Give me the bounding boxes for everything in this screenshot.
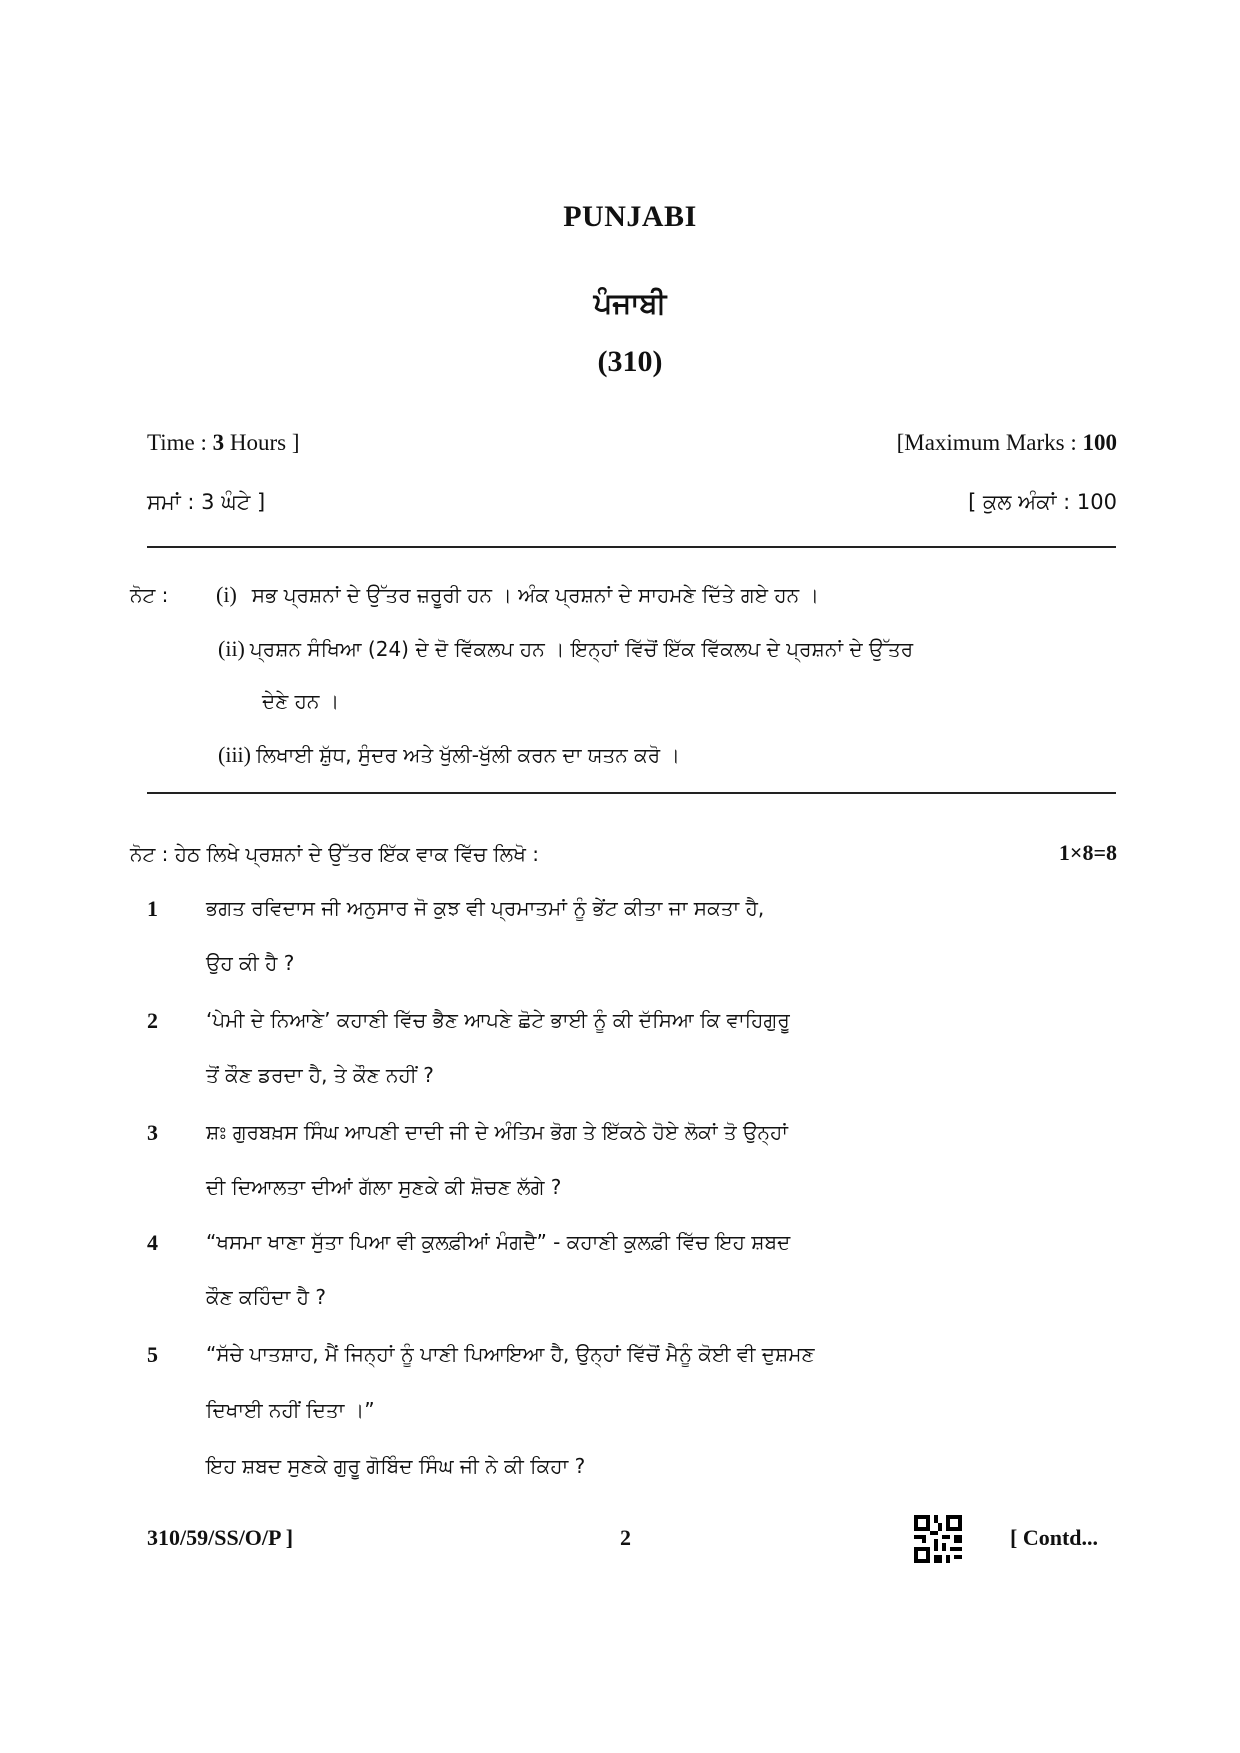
note-item-text: ਸਭ ਪ੍ਰਸ਼ਨਾਂ ਦੇ ਉੱਤਰ ਜ਼ਰੂਰੀ ਹਨ । ਅੰਕ ਪ੍ਰਸ਼ਨਾਂ ਦੇ ਸਾਹਮਣੇ ਦਿੱਤੇ ਗਏ ਹਨ । [251,583,819,607]
time-marks-english [147,430,1117,456]
time-punjabi: ਸਮਾਂ : 3 ਘੰਟੇ ] [147,490,266,514]
qr-code-icon [914,1515,962,1563]
note-item-3 [218,742,680,768]
footer-continued: [ Contd... [1010,1525,1099,1550]
marks-punjabi: [ ਕੁਲ ਅੰਕਾਂ : 100 [968,490,1117,514]
divider-bottom [147,792,1116,794]
question-number: 1 [147,896,158,921]
time-value: 3 [212,430,225,455]
question-number: 2 [147,1008,158,1033]
note-item-2-continued: ਦੇਣੇ ਹਨ । [262,689,340,713]
footer-paper-code: 310/59/SS/O/P ] [147,1525,294,1550]
question-text: ਦਿਖਾਈ ਨਹੀਂ ਦਿਤਾ ।” [206,1398,375,1422]
note-item-2 [218,636,1118,662]
question-text: ਤੋਂ ਕੌਣ ਡਰਦਾ ਹੈ, ਤੇ ਕੌਣ ਨਹੀਂ ? [206,1063,434,1087]
max-marks-label: [Maximum Marks : [896,430,1083,455]
question-text: ਕੌਣ ਕਹਿੰਦਾ ਹੈ ? [206,1285,326,1309]
note-item-number: (i) [216,582,237,607]
question-text: ਸ਼ਃ ਗੁਰਬਖ਼ਸ ਸਿੰਘ ਆਪਣੀ ਦਾਦੀ ਜੀ ਦੇ ਅੰਤਿਮ ਭੋਗ ਤੇ ਇੱਕਠੇ ਹੋਏ ਲੋਕਾਂ ਤੋ ਉਨ੍ਹਾਂ [206,1120,788,1144]
note-item-text: ਪ੍ਰਸ਼ਨ ਸੰਖਿਆ (24) ਦੇ ਦੋ ਵਿੱਕਲਪ ਹਨ । ਇਨ੍ਹਾਂ ਵਿੱਚੋਂ ਇੱਕ ਵਿੱਕਲਪ ਦੇ ਪ੍ਰਸ਼ਨਾਂ ਦੇ ਉੱਤਰ [249,637,914,661]
question-text: ਭਗਤ ਰਵਿਦਾਸ ਜੀ ਅਨੁਸਾਰ ਜੋ ਕੁਝ ਵੀ ਪ੍ਰਮਾਤਮਾਂ ਨੂੰ ਭੇਂਟ ਕੀਤਾ ਜਾ ਸਕਤਾ ਹੈ, [206,896,765,920]
section-instruction: ਨੋਟ : ਹੇਠ ਲਿਖੇ ਪ੍ਰਸ਼ਨਾਂ ਦੇ ਉੱਤਰ ਇੱਕ ਵਾਕ ਵਿੱਚ ਲਿਖੋ : [130,842,539,866]
question-text: ਇਹ ਸ਼ਬਦ ਸੁਣਕੇ ਗੁਰੂ ਗੋਬਿੰਦ ਸਿੰਘ ਜੀ ਨੇ ਕੀ ਕਿਹਾ ? [206,1454,586,1478]
question-text: “ਸੱਚੇ ਪਾਤਸ਼ਾਹ, ਮੈਂ ਜਿਨ੍ਹਾਂ ਨੂੰ ਪਾਣੀ ਪਿਆਇਆ ਹੈ, ਉਨ੍ਹਾਂ ਵਿੱਚੋਂ ਮੈਨੂੰ ਕੋਈ ਵੀ ਦੁਸ਼ਮਣ [206,1342,815,1366]
section-marks: 1×8=8 [1058,840,1117,865]
title-english: PUNJABI [563,200,697,233]
footer-page-number: 2 [620,1525,631,1550]
note-item-text: ਲਿਖਾਈ ਸ਼ੁੱਧ, ਸੁੰਦਰ ਅਤੇ ਖੁੱਲੀ-ਖੁੱਲੀ ਕਰਨ ਦਾ ਯਤਨ ਕਰੋ । [256,743,681,767]
question-text: “ਖਸਮਾ ਖਾਣਾ ਸੁੱਤਾ ਪਿਆ ਵੀ ਕੁਲਫ਼ੀਆਂ ਮੰਗਦੈ” - ਕਹਾਣੀ ਕੁਲਫ਼ੀ ਵਿੱਚ ਇਹ ਸ਼ਬਦ [206,1230,791,1254]
question-text: ਉਹ ਕੀ ਹੈ ? [206,951,295,975]
note-item-number: (iii) [218,742,251,767]
divider-top [147,546,1116,548]
note-item-number: (ii) [218,636,245,661]
time-suffix: Hours ] [224,430,300,455]
note-item-1 [216,582,819,608]
note-prefix: ਨੋਟ : [130,583,169,607]
subject-code: (310) [597,345,663,378]
question-number: 5 [147,1342,158,1367]
max-marks-value: 100 [1082,430,1117,455]
title-punjabi: ਪੰਜਾਬੀ [593,286,667,320]
question-number: 3 [147,1120,158,1145]
time-label: Time : [147,430,213,455]
question-text: ‘ਪੇਮੀ ਦੇ ਨਿਆਣੇ’ ਕਹਾਣੀ ਵਿੱਚ ਭੈਣ ਆਪਣੇ ਛੋਟੇ ਭਾਈ ਨੂੰ ਕੀ ਦੱਸਿਆ ਕਿ ਵਾਹਿਗੁਰੂ [206,1008,790,1032]
time-marks-punjabi [147,490,1117,515]
question-text: ਦੀ ਦਿਆਲਤਾ ਦੀਆਂ ਗੱਲਾ ਸੁਣਕੇ ਕੀ ਸ਼ੋਚਣ ਲੱਗੇ ? [206,1175,562,1199]
question-number: 4 [147,1230,158,1255]
